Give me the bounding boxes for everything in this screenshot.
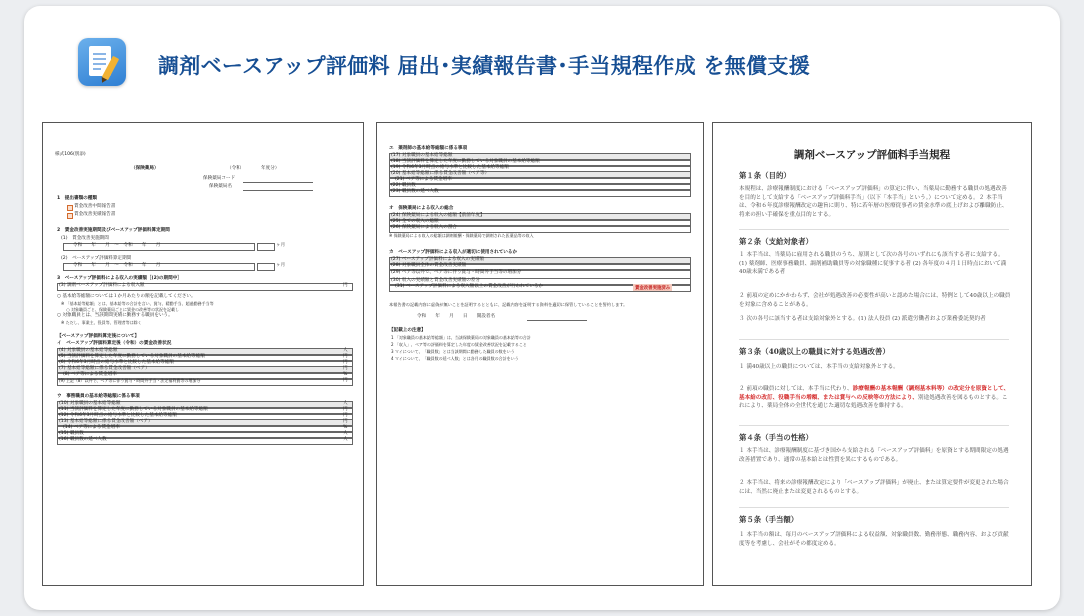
checkbox-actual-label: 賃金改善実績報告書	[74, 212, 116, 217]
article-2-para-2: ２ 前項の定めにかかわらず、会社が処遇改善の必要性が高いと認めた場合には、特例として40歳以上の職員を対象に含めることがある。	[739, 293, 1011, 308]
row-6-label: (6) 令和6年3月時点の給与水準と比較した基本給等総額	[59, 360, 174, 365]
row-11-label: (11) 当該評価料を算定した年度に勤務している対象職員の基本給等総額	[59, 407, 208, 412]
checkbox-actual-report[interactable]	[67, 213, 73, 219]
row-3-label: (3) 調剤ベースアップ評価料による収入額	[59, 283, 145, 288]
row-21-label: (21) ベア等による賃金増率	[395, 177, 452, 182]
article-5-para-1: １ 本手当の額は、毎月のベースアップ評価料による収益額、対象職員数、勤務形態、職務内容、および貢献度等を考慮し、会社がその都度定める。	[739, 532, 1009, 547]
allowance-rules-page	[712, 122, 1032, 586]
p2-note-1: 1 「対象職員の基本給等総額」は、当該保険薬局の対象職員の基本給等の合計	[391, 335, 531, 340]
row-28-label: (28) 対象職員全体の賃金改善実績額	[391, 263, 467, 268]
p2-note-4: 4 マイについて、「職員数の延べ人数」とは各月の職員数の合計をいう	[391, 356, 519, 361]
article-1-para-1: 本規程は、診療報酬制度における「ベースアップ評価料」の算定に伴い、当薬局に勤務する職員の処遇改善を目的として支給する「ベースアップ評価料手当」（以下「本手当」という。）について定める。２ 本手当は、令和６年度診療報酬改定の趣旨に則り、特に若年層の医療従事者の賃金水準の底上げおよび離職防止、将来の担い手確保を重点目的とする。	[739, 186, 1008, 218]
row-11-unit: 円	[343, 407, 348, 412]
article-5-heading: 第５条（手当額）	[739, 515, 799, 524]
article-3-para-2-post: 別途処遇改善を図るものとする。これにより、薬局全体の全世代を通じた適切な処遇改善を維持する。	[739, 394, 1008, 410]
row-14-label: (14) ベア等による賃金増率	[63, 425, 120, 430]
rules-title: 調剤ベースアップ評価料手当規程	[793, 149, 951, 161]
note-5: ※ ただし、事業主、役員等、管理者等は除く	[61, 320, 142, 325]
row-23-label: (23) 職員数の延べ人数	[391, 189, 439, 194]
row-8-label: (8) ベア等による賃金増率	[63, 372, 117, 377]
report-form-page-1	[42, 122, 364, 586]
section-5-heading: ウ 事務職員の基本給等総額に係る事項	[57, 394, 140, 399]
row-9-label: (9) 上記（8）以外で、ベア等に伴う賞与・時間外手当・法定福利費等の増加分	[59, 378, 201, 383]
article-3-heading: 第３条（40歳以上の職員に対する処遇改善）	[739, 347, 890, 356]
row-15-unit: 人	[343, 431, 348, 436]
checkbox-interim-label: 賃金改善中間報告書	[74, 204, 116, 209]
row-18-label: (18) 当該評価料を算定した年度に勤務している対象職員の基本給等総額	[391, 159, 540, 164]
article-4-para-2: ２ 本手当は、将来の診療報酬改定により「ベースアップ評価料」が廃止、または算定要件が変更された場合には、当然に廃止または変更されるものとする。	[739, 480, 1009, 495]
checkbox-interim-report[interactable]	[67, 205, 73, 211]
article-4-para-1: １ 本手当は、診療報酬制度に基づき国から支給される「ベースアップ評価料」を原資とする期間限定の処遇改善措置であり、通常の基本給とは性質を異にするものである。	[739, 448, 1009, 463]
article-2-heading: 第２条（支給対象者）	[739, 237, 813, 246]
note-2: ※ 「基本給等総額」とは、基本給等の合計を言い、賞与、精勤手当、超過勤務手当等	[61, 301, 214, 306]
p2-section-3-heading: カ ベースアップ評価料による収入が適切に使用されているか	[389, 250, 518, 255]
row-29-label: (29) ベア等以外で、ベア等に伴う賞与・時間外手当等の増加分	[391, 270, 522, 275]
form-number: 様式106(別添)	[55, 152, 86, 157]
sub-1-label: (1) 賃金改善実施期間	[61, 236, 109, 241]
row-17-label: (17) 対象職員の基本給等総額	[391, 153, 453, 158]
row-16-unit: 人	[343, 437, 348, 442]
row-7-unit: 円	[343, 366, 348, 371]
article-3-para-1: １ 満40歳以上の職員については、本手当の支給対象外とする。	[739, 364, 899, 370]
row-25-label: (25) 全ての収入の総額	[391, 219, 439, 224]
row-6-unit: 円	[343, 360, 348, 365]
row-10-unit: 人	[343, 401, 348, 406]
note-1: ○ 基本給等総額については１か月あたりの額を記載してください。	[57, 294, 196, 299]
calc-months: ヶ月	[276, 263, 286, 268]
p2-note-3: 3 マイについて、「職員数」とは当該期間に勤務した職員の数をいう	[391, 349, 515, 354]
row-16-label: (16) 職員数の延べ人数	[59, 437, 107, 442]
row-31-label: (31) ベースアップ評価料による収入額以上の賃金改善が行われているか	[395, 284, 544, 289]
improvement-months: ヶ月	[276, 243, 286, 248]
note-3: ○ 対象職員ごと、保険薬局ごとに賃金の改善等の状況を記載し	[61, 307, 180, 312]
document-pen-icon	[78, 38, 126, 86]
calc-period: 令和 年 月 ～ 令和 年 月	[73, 263, 161, 268]
row-15-label: (15) 職員数	[59, 431, 84, 436]
article-2-para-3: ３ 次の各号に該当する者は支給対象外とする。(1) 法人役員 (2) 派遣労働者および業務委託契約者	[739, 316, 986, 322]
row-12-unit: 円	[343, 413, 348, 418]
insurer-label: （保険薬局）	[131, 166, 159, 171]
section-1-heading: 1 提出書類の種類	[57, 196, 97, 201]
sign-row: 令和 年 月 日 開設者名	[417, 314, 496, 319]
page-title: 調剤ベースアップ評価料 届出･実績報告書･手当規程作成 を無償支援	[158, 54, 810, 78]
fiscal-year-label: （令和	[227, 166, 241, 171]
p2-note-2: 2 「収入」、ベア等の評価料を算定した年度の賃金改善状況を記載すること	[391, 342, 527, 347]
row-24-label: (24) 保険薬局による収入の総額【前前年度】	[391, 213, 485, 218]
row-13-unit: 円	[343, 419, 348, 424]
row-20-label: (20) 基本給等総額に係る賃金改善額（ベア等）	[391, 171, 490, 176]
row-26-label: (26) 保険薬局による収入の割合	[391, 225, 458, 230]
article-4-heading: 第４条（手当の性格）	[739, 433, 813, 442]
section-3-heading: 3 ベースアップ評価料による収入の実績額［(2)の期間中］	[57, 276, 182, 281]
p2-section-2-heading: オ 保険薬局による収入の総合	[389, 206, 454, 211]
declaration: 本報告書の記載内容に虚偽が無いことを証明するとともに、記載内容を証明する資料を適切に保管していることを誓約します。	[389, 302, 628, 307]
row-13-label: (13) 基本給等総額に係る賃金改善額（ベア）	[59, 419, 153, 424]
p2-section-1-heading: エ 薬剤師の基本給等総額に係る事項	[389, 146, 468, 151]
improvement-period: 令和 年 月 ～ 令和 年 月	[73, 243, 161, 248]
row-8-unit: %	[343, 372, 348, 377]
row-4-label: (4) 対象職員の基本給等総額	[59, 348, 118, 353]
row-14-unit: %	[343, 425, 348, 430]
section-4-heading: イ ベースアップ評価料算定後（令和）の賃金改善状況	[57, 341, 172, 346]
notes-heading: 【記載上の注意】	[389, 328, 426, 333]
article-2-para-1: １ 本手当は、当薬局に雇用される職員のうち、原則として次の各号のいずれにも該当する者に支給する。(1) 薬剤師、医療事務職員、調剤補助職員等の対象職種に従事する者 (2) 各年度の４月１日時点において満40歳未満である者	[739, 252, 1007, 276]
row-3-unit: 円	[343, 283, 348, 288]
article-1-heading: 第１条（目的）	[739, 171, 791, 180]
note-4: ○ 対象職員とは、当該期間実績に勤務する職員をいう。	[57, 313, 173, 318]
verdict-badge: 賃金改善実施済み	[635, 285, 671, 291]
report-form-page-2	[376, 122, 704, 586]
row-5-label: (5) 当該評価料を算定した年度に勤務している対象職員の基本給等総額	[59, 354, 205, 359]
row-22-label: (22) 職員数	[391, 183, 416, 188]
article-3-para-2-emphasis: 診療報酬の基本報酬（調剤基本料等）の改定分を原資として、基本給の改訂、役職手当の増額、または賞与への反映等の方法により、	[739, 386, 1010, 401]
article-3-para-2-pre: ２ 前項の職員に対しては、本手当に代わり、	[739, 386, 853, 392]
row-9-unit: 円	[343, 378, 348, 383]
row-5-unit: 円	[343, 354, 348, 359]
sub-2-label: (2) ベースアップ評価料算定期間	[61, 256, 132, 261]
row-27-label: (27) ベースアップ評価料による収入の実績額	[391, 257, 485, 262]
row-30-label: (30) 収入の実績額と賃金改善実績額の差分	[391, 278, 480, 283]
section-2-heading: 2 賃金改善実施期間及びベースアップ評価料算定期間	[57, 228, 170, 233]
fiscal-year-suffix: 年度分）	[261, 166, 280, 171]
article-3-para-2	[739, 385, 1011, 411]
pharmacy-code-label: 保険薬局コード	[203, 176, 236, 181]
p2-note: ※ 保険薬局による収入の総額は調剤報酬・保険薬局で調剤された医薬品等の収入	[389, 233, 534, 238]
row-10-label: (10) 対象職員の基本給等総額	[59, 401, 121, 406]
row-4-unit: 人	[343, 348, 348, 353]
section-4-head: 【ベースアップ評価料算定後について】	[57, 334, 140, 339]
row-7-label: (7) 基本給等総額に係る賃金改善額（ベア）	[59, 366, 150, 371]
pharmacy-name-label: 保険薬局名	[209, 184, 232, 189]
row-19-label: (19) 令和6年3月時点の給与水準と比較した基本給等総額	[391, 165, 509, 170]
row-12-label: (12) 令和6年3月時点の給与水準と比較した基本給等総額	[59, 413, 177, 418]
